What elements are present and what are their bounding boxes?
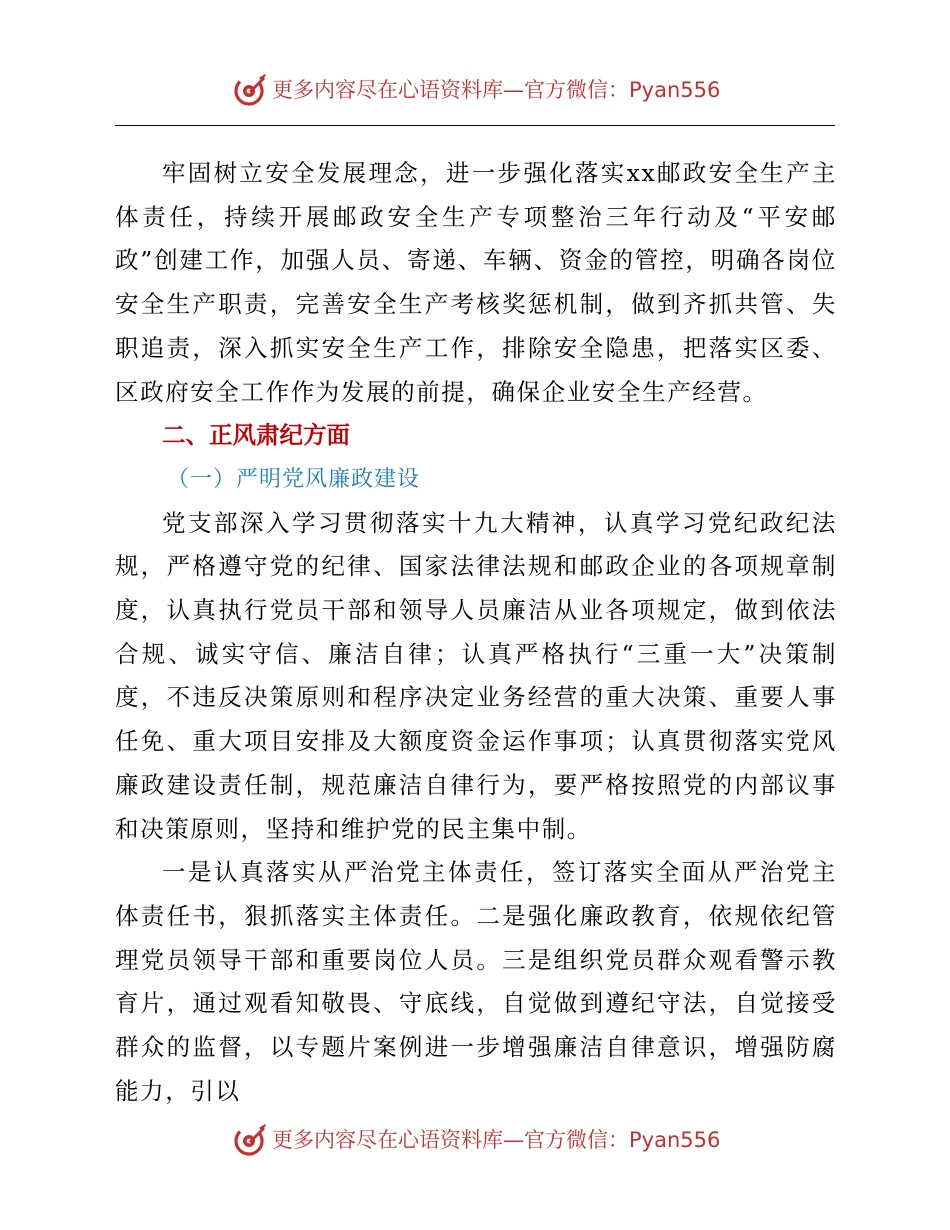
paragraph-measures: 一是认真落实从严治党主体责任，签订落实全面从严治党主体责任书，狠抓落实主体责任。二是强化廉政教育，依规依纪管理党员领导干部和重要岗位人员。三是组织党员群众观看警示教育片，通过观看知敬畏、守底线，自觉做到遵纪守法，自觉接受群众的监督，以专题片案例进一步增强廉洁自律意识，增强防腐能力，引以 [115, 858, 837, 1105]
paragraph-safety: 牢固树立安全发展理念，进一步强化落实xx邮政安全生产主体责任，持续开展邮政安全生产专项整治三年行动及“平安邮政”创建工作，加强人员、寄递、车辆、资金的管控，明确各岗位安全生产职责，完善安全生产考核奖惩机制，做到齐抓共管、失职追责，深入抓实安全生产工作，排除安全隐患，把落实区委、区政府安全工作作为发展的前提，确保企业安全生产经营。 [115, 159, 837, 406]
pen-logo-icon [232, 1122, 268, 1158]
document-body [115, 152, 837, 1113]
header-banner-text: 更多内容尽在心语资料库—官方微信：Pyan556 [272, 78, 721, 102]
header-divider [115, 125, 835, 126]
footer-banner-text: 更多内容尽在心语资料库—官方微信：Pyan556 [272, 1128, 721, 1152]
paragraph-party-conduct: 党支部深入学习贯彻落实十九大精神，认真学习党纪政纪法规，严格遵守党的纪律、国家法律法规和邮政企业的各项规章制度，认真执行党员干部和领导人员廉洁从业各项规定，做到依法合规、诚实守信、廉洁自律；认真严格执行“三重一大”决策制度，不违反决策原则和程序决定业务经营的重大决策、重要人事任免、重大项目安排及大额度资金运作事项；认真贯彻落实党风廉政建设责任制，规范廉洁自律行为，要严格按照党的内部议事和决策原则，坚持和维护党的民主集中制。 [115, 508, 837, 843]
section-heading: 二、正风肃纪方面 [162, 421, 350, 450]
pen-logo-icon [232, 72, 268, 108]
footer-banner [0, 1120, 950, 1160]
subsection-heading: （一）严明党风廉政建设 [167, 466, 421, 492]
header-banner [0, 70, 950, 110]
